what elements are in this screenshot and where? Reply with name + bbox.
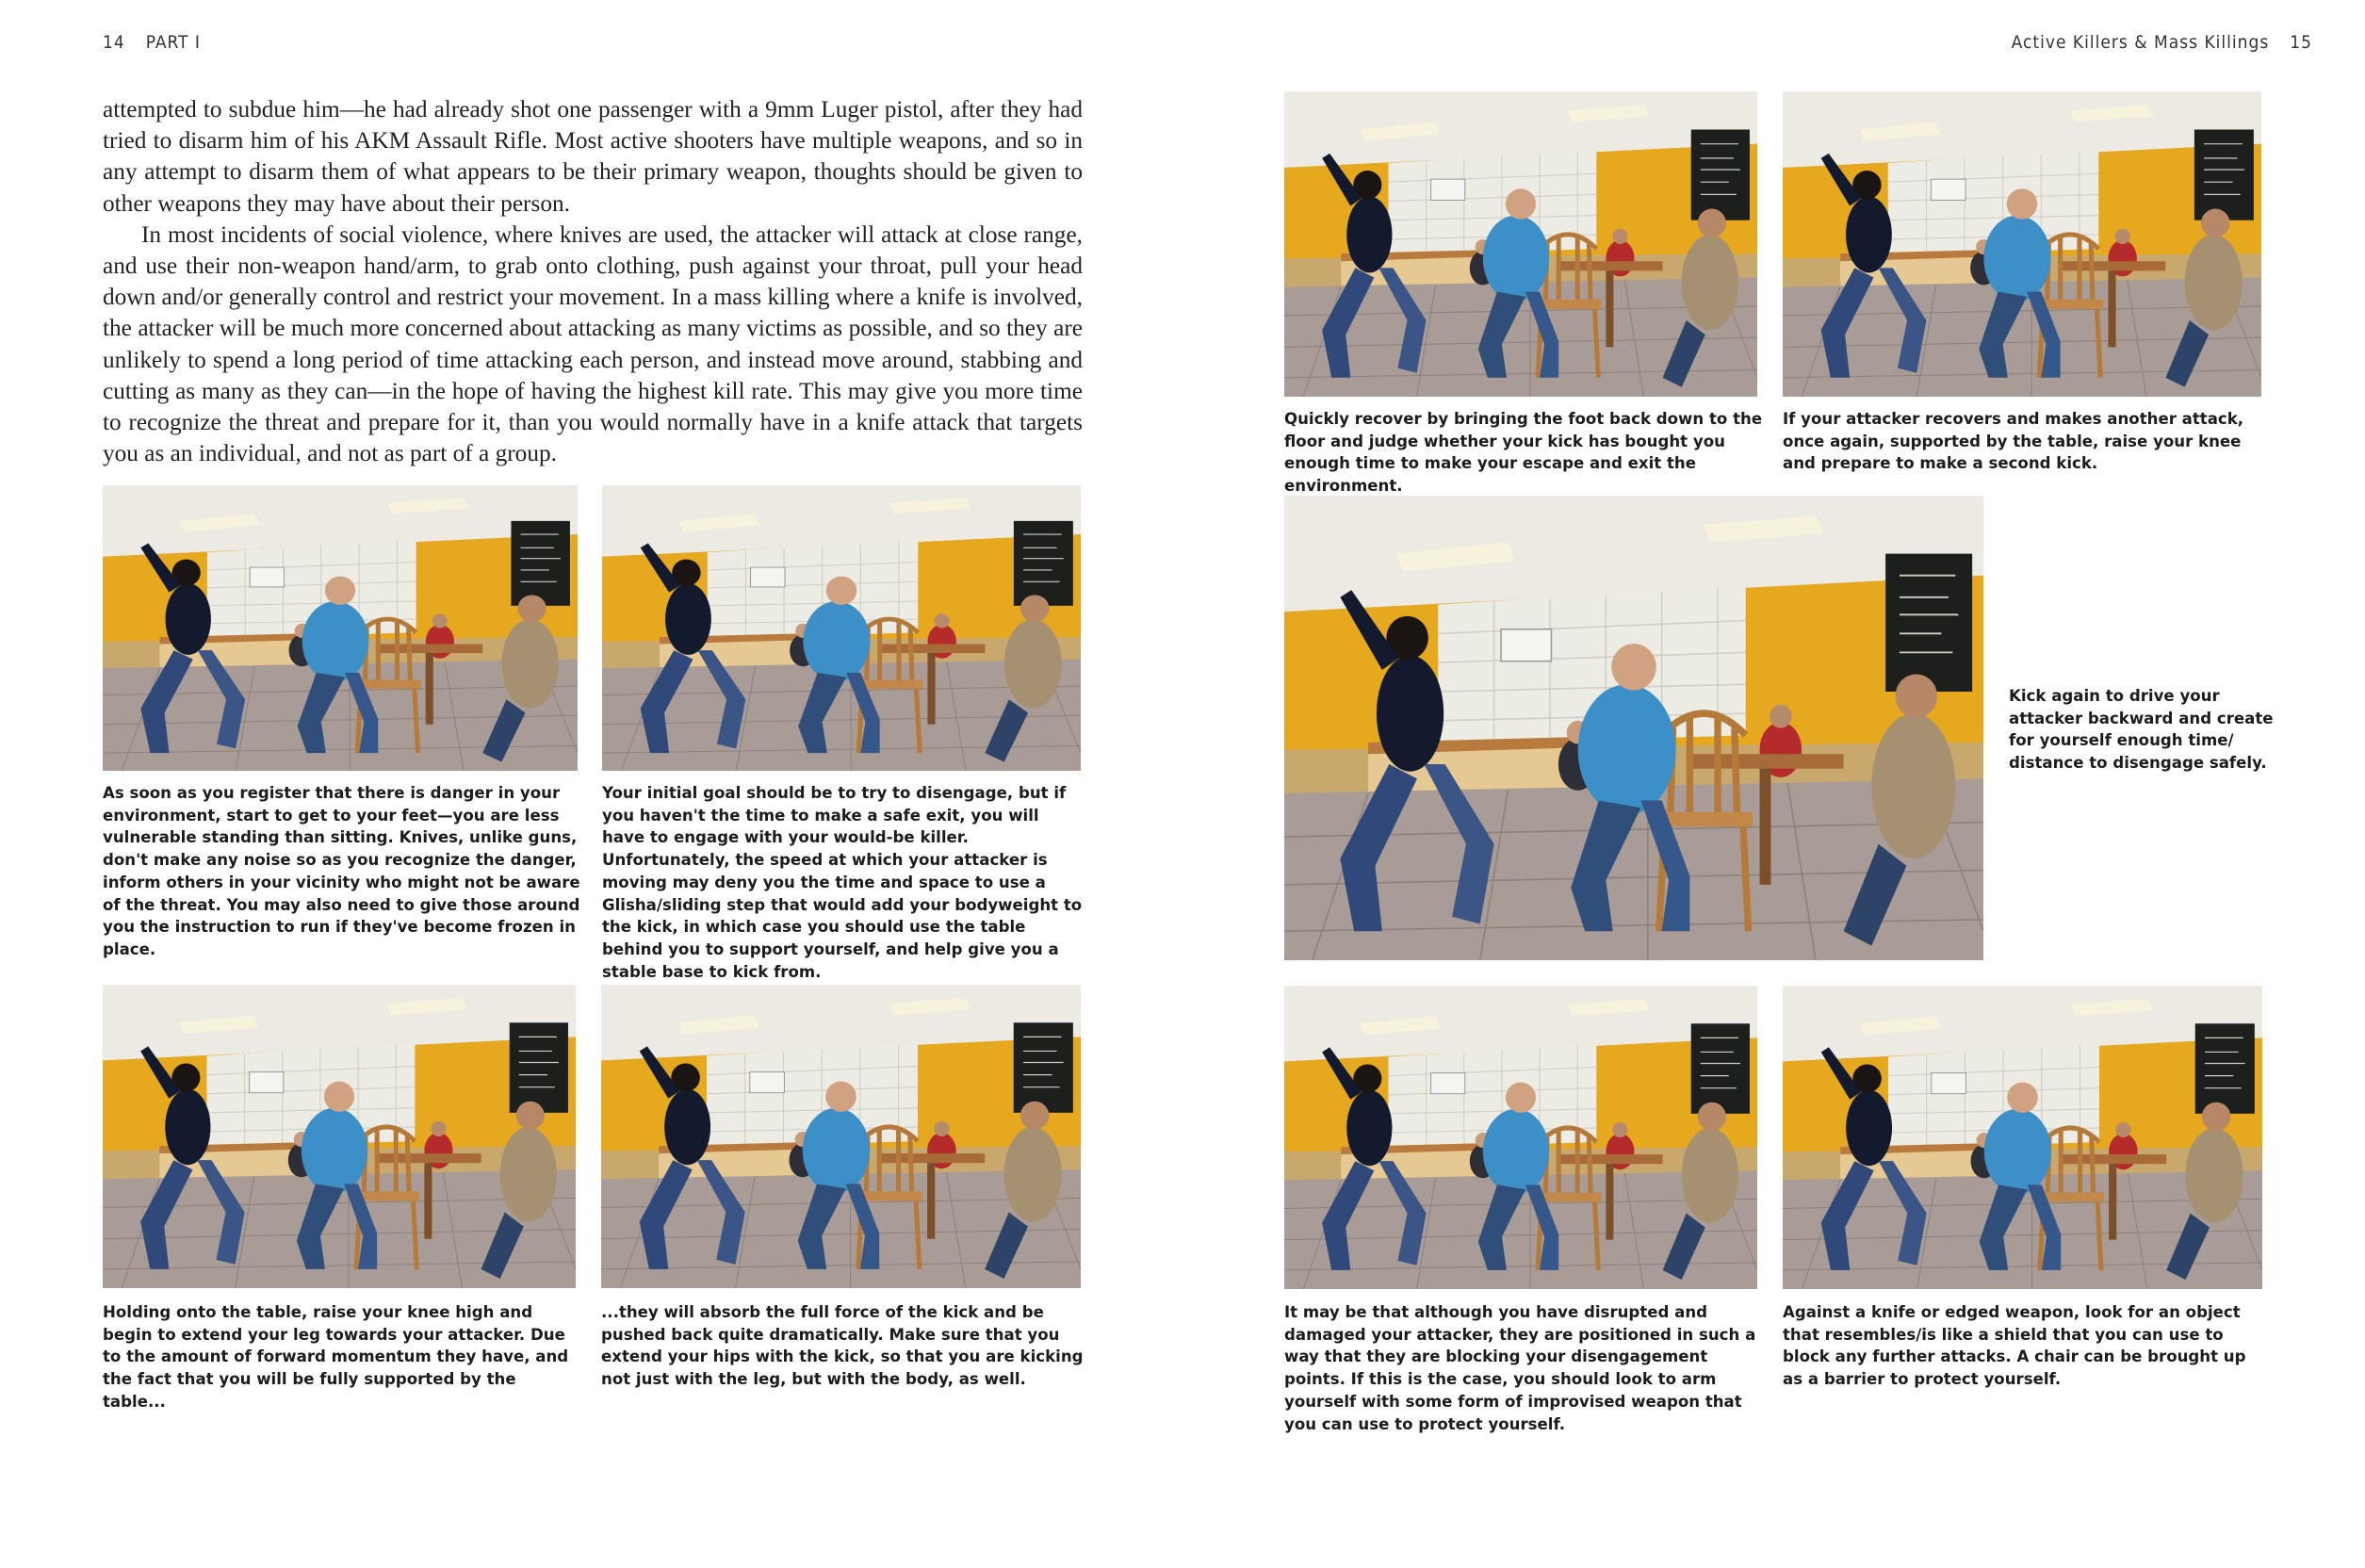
photo-kick-again [1284, 496, 1983, 960]
photo-blocked-exit [1284, 986, 1757, 1289]
caption-kick: ...they will absorb the full force of the kick and be pushed back quite dramatically. Make sure that you extend your hips with the kick, so that you are kicking not just with the leg, but with the body, as well. [601, 1303, 1084, 1389]
left-folio [103, 32, 201, 53]
photo-raise-knee [103, 985, 576, 1288]
photo-stand-up [103, 485, 578, 771]
right-folio [2012, 32, 2312, 53]
caption-recover: Quickly recover by bringing the foot back down to the floor and judge whether your kick has bought you enough time to make your escape and exit the environment. [1284, 410, 1763, 496]
right-page-number: 15 [2290, 32, 2312, 53]
caption-raise-knee: Holding onto the table, raise your knee high and begin to extend your leg towards your attacker. Due to the amount of forward momentum they have, and the fact that you will be fully supported by the table... [103, 1303, 569, 1411]
caption-chair-shield: Against a knife or edged weapon, look for an object that resembles/is like a shield that you can use to block any further attacks. A chair can be brought up as a barrier to protect yourself. [1783, 1303, 2246, 1389]
right-page [1182, 0, 2365, 1568]
body-text [103, 94, 1083, 469]
caption-kick-again: Kick again to drive your attacker backward and create for yourself enough time/ distance to disengage safely. [2009, 687, 2274, 773]
caption-disengage: Your initial goal should be to try to disengage, but if you haven't the time to make a safe exit, you will have to engage with your would-be killer. Unfortunately, the speed at which your attacker is moving may deny you the time and space to use a Glisha/sliding step that would add your bodyweight to the kick, in which case you should use the table behind you to support yourself, and help give you a stable base to kick from. [602, 784, 1083, 981]
caption-second-attack: If your attacker recovers and makes another attack, once again, supported by the table, raise your knee and prepare to make a second kick. [1783, 410, 2244, 473]
body-paragraph: attempted to subdue him—he had already shot one passenger with a 9mm Luger pistol, after they had tried to disarm him of his AKM Assault Rifle. Most active shooters have multiple weapons, and so in any attempt to disarm them of what appears to be their primary weapon, thoughts should be given to other weapons they may have about their person. [103, 96, 1083, 217]
left-running-head: PART I [145, 32, 201, 53]
left-page [0, 0, 1182, 1568]
photo-chair-shield [1783, 986, 2262, 1289]
photo-second-attack [1783, 91, 2261, 397]
photo-disengage [602, 485, 1081, 771]
photo-kick [601, 985, 1081, 1288]
right-running-head: Active Killers & Mass Killings [2011, 32, 2270, 53]
body-paragraph: In most incidents of social violence, where knives are used, the attacker will attack at close range, and use their non-weapon hand/arm, to grab onto clothing, push against your throat, pull your head down and/or generally control and restrict your movement. In a mass killing where a knife is involved, the attacker will be much more concerned about attacking as many victims as possible, and so they are unlikely to spend a long period of time attacking each person, and instead move around, stabbing and cutting as many as they can—in the hope of having the highest kill rate. This may give you more time to recognize the threat and prepare for it, than you would normally have in a knife attack that targets you as an individual, and not as part of a group. [103, 220, 1083, 467]
left-page-number: 14 [103, 32, 125, 53]
caption-blocked-exit: It may be that although you have disrupted and damaged your attacker, they are positioned in such a way that they are blocking your disengagement points. If this is the case, you should look to arm yourself with some form of improvised weapon that you can use to protect yourself. [1284, 1303, 1756, 1433]
photo-recover [1284, 91, 1757, 397]
caption-stand-up: As soon as you register that there is danger in your environment, start to get to your feet—you are less vulnerable standing than sitting. Knives, unlike guns, don't make any noise so as you recognize the danger, inform others in your vicinity who might not be aware of the threat. You may also need to give those around you the instruction to run if they've become frozen in place. [103, 784, 580, 958]
